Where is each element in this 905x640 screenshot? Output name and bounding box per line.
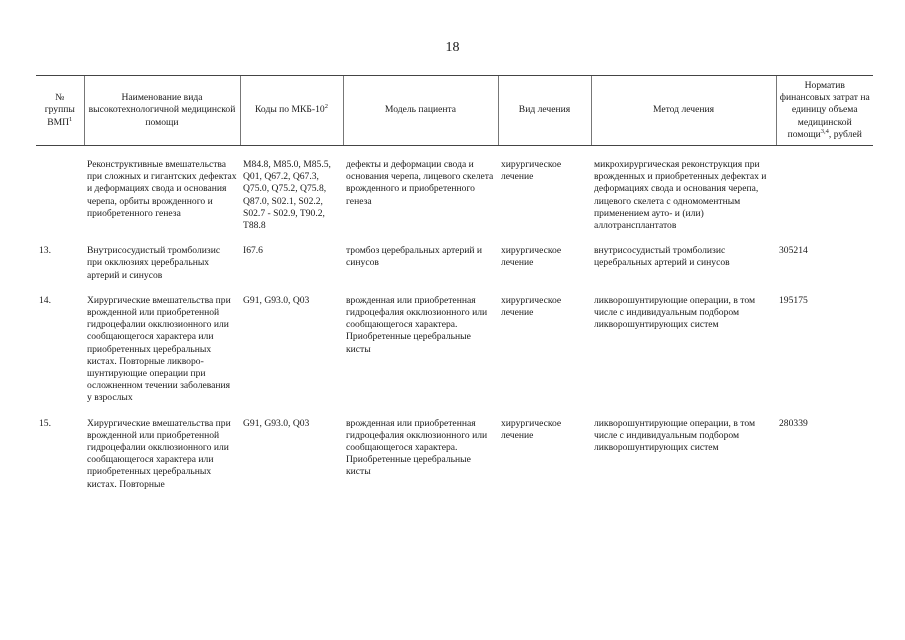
row-treatment-method: ликворошунтирующие операции, в том числе с индивидуальным подбором ликворошунтирующих систем bbox=[594, 417, 756, 454]
row-patient-model: врожденная или приобретенная гидроцефалия окклюзионного или сообщающегося характера. Приобретенные церебральные кисты bbox=[346, 294, 488, 355]
table-header-row bbox=[36, 76, 873, 146]
row-number: 15. bbox=[39, 417, 51, 429]
header-care-type-name: Наименование вида высокотехнологичной медицинской помощи bbox=[84, 76, 240, 146]
row-care-type-name: Внутрисосудистый тромболизис при окклюзиях церебральных артерий и синусов bbox=[87, 245, 221, 281]
table-row bbox=[36, 418, 873, 491]
row-cost bbox=[776, 159, 873, 232]
row-number bbox=[36, 159, 84, 232]
row-cost: 195175 bbox=[779, 294, 808, 306]
row-treatment-method: ликворошунтирующие операции, в том числе с индивидуальным подбором ликворошунтирующих систем bbox=[594, 294, 756, 331]
row-treatment-method: микрохирургическая реконструкция при врожденных и приобретенных дефектах и деформациях свода и основания черепа, лицевого скелета с одномоментным применением ауто- и (или) аллотрансплантатов bbox=[594, 159, 767, 232]
row-cost: 305214 bbox=[779, 245, 808, 257]
row-number: 13. bbox=[39, 245, 51, 257]
header-group-number: № группы ВМП$^1$ bbox=[36, 76, 84, 146]
row-cost: 280339 bbox=[779, 417, 808, 429]
row-icd-codes: G91, G93.0, Q03 bbox=[243, 417, 310, 429]
row-icd-codes: M84.8, M85.0, M85.5, Q01, Q67.2, Q67.3, Q75.0, Q75.2, Q75.8, Q87.0, S02.1, S02.2, S02.7 - S02.9, T90.2, T88.8 bbox=[243, 159, 331, 232]
row-treatment-type: хирургическое лечение bbox=[501, 417, 562, 441]
header-treatment-type: Вид лечения bbox=[498, 76, 591, 146]
row-care-type-name: Хирургические вмешательства при врожденной или приобретенной гидроцефалии окклюзионного или сообщающегося характера или приобретенных церебральных кистах. Повторные ликворо-шунтирующие операции при осложненном течении заболевания у взрослых bbox=[87, 294, 231, 404]
row-treatment-type: хирургическое лечение bbox=[501, 245, 562, 269]
row-icd-codes: G91, G93.0, Q03 bbox=[243, 294, 310, 306]
row-patient-model: дефекты и деформации свода и основания черепа, лицевого скелета врожденного и приобретенного генеза bbox=[346, 159, 494, 207]
page-number: 18 bbox=[445, 40, 460, 55]
table-row bbox=[36, 159, 873, 232]
header-icd-codes: Коды по МКБ-$10^2$ bbox=[240, 76, 343, 146]
row-number: 14. bbox=[39, 294, 51, 306]
row-patient-model: тромбоз церебральных артерий и синусов bbox=[346, 245, 483, 269]
table-row bbox=[36, 245, 873, 282]
row-care-type-name: Хирургические вмешательства при врожденной или приобретенной гидроцефалии окклюзионного или сообщающегося характера или приобретенных церебральных кистах. Повторные bbox=[87, 417, 231, 490]
header-patient-model: Модель пациента bbox=[343, 76, 498, 146]
row-treatment-type: хирургическое лечение bbox=[501, 159, 562, 183]
header-treatment-method: Метод лечения bbox=[591, 76, 776, 146]
vmp-table bbox=[36, 75, 873, 491]
row-treatment-method: внутрисосудистый тромболизис церебральных артерий и синусов bbox=[594, 245, 730, 269]
header-cost-norm: Норматив финансовых затрат на единицу объема медицинской помощи$^{3,4}$, рублей bbox=[776, 76, 873, 146]
table-row bbox=[36, 295, 873, 405]
row-treatment-type: хирургическое лечение bbox=[501, 294, 562, 319]
row-icd-codes: I67.6 bbox=[243, 245, 263, 257]
row-patient-model: врожденная или приобретенная гидроцефалия окклюзионного или сообщающегося характера. Приобретенные церебральные кисты bbox=[346, 417, 488, 478]
row-care-type-name: Реконструктивные вмешательства при сложных и гигантских дефектах и деформациях свода и основания черепа, орбиты врожденного и приобретенного генеза bbox=[87, 159, 237, 219]
